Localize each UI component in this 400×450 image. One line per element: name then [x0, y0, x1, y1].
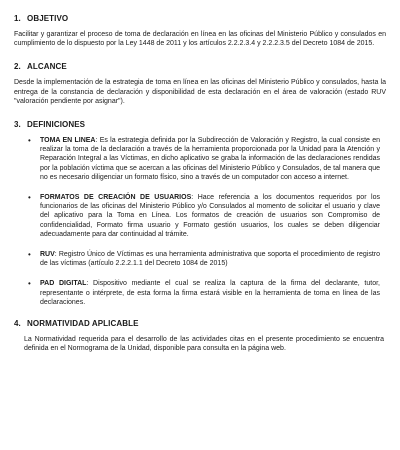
section-heading [14, 62, 386, 72]
section-number: 2. [14, 62, 21, 72]
definitions-list [14, 136, 386, 307]
bullet-icon: • [28, 279, 31, 289]
section-heading [14, 319, 386, 329]
section-number: 3. [14, 120, 21, 130]
section-heading [14, 120, 386, 130]
section-text: La Normatividad requerida para el desarrollo de las actividades citas en el presente procedimiento se encuentra definida en el Normograma de la Unidad, disponible para consulta en la página web. [24, 336, 384, 353]
section-text: Desde la implementación de la estrategia de toma en línea en las oficinas del Ministerio Público y consulados, hasta la entrega de la constancia de declaración y disponibilidad de esta declaración en el área de valoración (estado RUV "valoración pendiente por asignar"). [14, 79, 386, 105]
section-number: 1. [14, 14, 21, 23]
section-title: DEFINICIONES [27, 120, 86, 130]
section-heading [14, 14, 386, 24]
definition-text: : Hace referencia a los documentos requeridos por los funcionarios de las oficinas del Ministerio Público y/o Consulados al momento de solicitar el usuario y clave del aplicativo para la Toma en Línea. Los formatos de creación de usuarios son Compromiso de confidencialidad, Formato firma usuario y Formato gestión usuarios, los cuales se deben diligenciar adecuadamente para dar continuidad al trámite. [40, 194, 380, 238]
section-title: OBJETIVO [27, 14, 69, 23]
definition-text: : Dispositivo mediante el cual se realiza la captura de la firma del declarante, tutor, representante o intérprete, de esta forma la firma estará visible en la herramienta de toma en línea de las declaraciones. [40, 280, 380, 306]
bullet-icon: • [28, 193, 31, 203]
definition-term: RUV [40, 251, 55, 259]
section-number: 4. [14, 319, 21, 329]
definition-term: TOMA EN LINEA [40, 137, 96, 145]
section-title: ALCANCE [27, 62, 67, 72]
section-alcance [14, 62, 386, 106]
section-definiciones [14, 120, 386, 307]
definition-term: FORMATOS DE CREACIÓN DE USUARIOS [40, 194, 192, 202]
definition-item [28, 250, 380, 268]
section-title: NORMATIVIDAD APLICABLE [27, 319, 139, 329]
definition-item [28, 279, 380, 307]
definition-item [28, 136, 380, 182]
definition-text: : Registro Único de Víctimas es una herramienta administrativa que soporta el procedimiento de registro de las víctimas (artículo 2.2.2.1.1 del Decreto 1084 de 2015) [40, 251, 380, 268]
section-text: Facilitar y garantizar el proceso de toma de declaración en línea en las oficinas del Ministerio Público y consulados en cumplimiento de lo dispuesto por la Ley 1448 de 2011 y los artículos 2.2.2.3.4 y 2.2.2.3.5 del Decreto 1084 de 2015. [14, 31, 386, 48]
definition-item [28, 193, 380, 239]
section-normatividad [14, 319, 386, 353]
definition-text: : Es la estrategia definida por la Subdirección de Valoración y Registro, la cual consiste en realizar la toma de la declaración a través de la herramienta proporcionada por la Unidad para la Atención y Reparación Integral a las Víctimas, en dicho aplicativo se graba la información de las declaraciones rendidas por la población víctima que se acercan a las oficinas del Ministerio Público y Consulados, de tal manera que no es necesario diligenciar un formato físico, sino a través de un computador con acceso a internet. [40, 137, 380, 181]
bullet-icon: • [28, 250, 31, 260]
section-objetivo [14, 14, 386, 48]
definition-term: PAD DIGITAL [40, 280, 87, 288]
bullet-icon: • [28, 136, 31, 146]
